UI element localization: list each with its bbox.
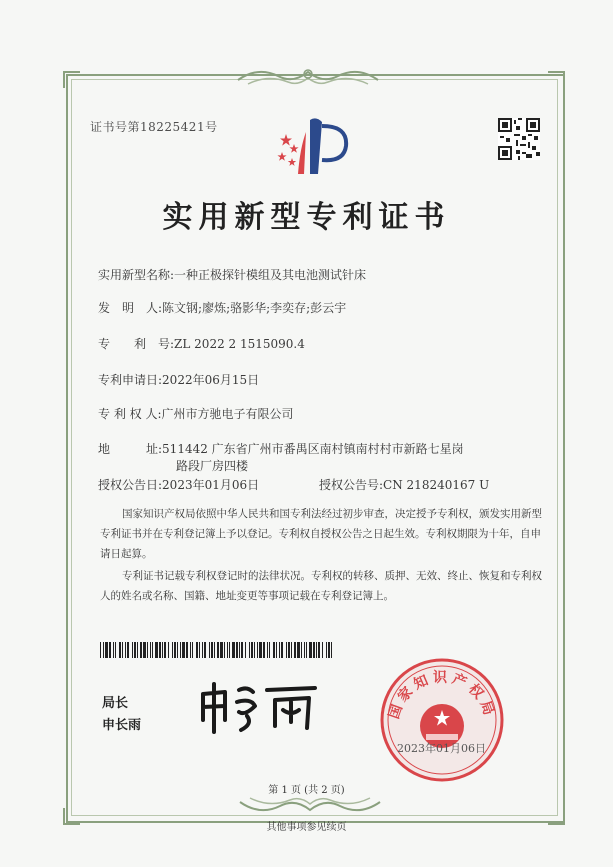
seal-date: 2023年01月06日	[397, 742, 486, 755]
barcode-bar	[186, 642, 188, 658]
field-label: 发 明 人:	[98, 301, 163, 315]
barcode-bar	[232, 642, 235, 658]
barcode-bar	[214, 642, 215, 658]
body-paragraph: 国家知识产权局依照中华人民共和国专利法经过初步审查，决定授予专利权，颁发实用新型专利证书并在专利登记簿上予以登记。专利权自授权公告之日起生效。专利权期限为十年，自申请日起算。	[100, 508, 542, 560]
field-value: 511442 广东省广州市番禺区南村镇南村村市新路七星岗	[162, 442, 464, 456]
corner-ornament	[62, 70, 82, 90]
barcode-bar	[273, 642, 275, 658]
barcode-bar	[288, 642, 290, 658]
field-utility-model-name	[98, 266, 366, 283]
barcode-bar	[309, 642, 312, 658]
barcode-bar	[199, 642, 200, 658]
barcode-bar	[241, 642, 243, 658]
field-label: 专 利 权 人:	[98, 407, 162, 421]
barcode-bar	[190, 642, 191, 658]
certificate-title: 实用新型专利证书	[162, 200, 451, 235]
top-ornament	[228, 62, 388, 90]
barcode-bar	[192, 642, 193, 658]
field-patent-number	[98, 335, 305, 352]
barcode-bar	[150, 642, 151, 658]
barcode-bar	[227, 642, 228, 658]
corner-ornament	[546, 70, 566, 90]
barcode-bar	[251, 642, 253, 658]
barcode-bar	[259, 642, 262, 658]
barcode-bar	[113, 642, 114, 658]
barcode-bar	[322, 642, 323, 658]
barcode-bar	[132, 642, 133, 658]
barcode-bar	[291, 642, 292, 658]
barcode-bar	[211, 642, 213, 658]
field-value: 一种正极探针模组及其电池测试针床	[174, 268, 367, 282]
field-value: ZL 2022 2 1515090.4	[174, 337, 305, 351]
barcode-bar	[196, 642, 198, 658]
barcode-bar	[294, 642, 296, 658]
barcode-bar	[318, 642, 320, 658]
page-number: 第 1 页 (共 2 页)	[268, 785, 345, 796]
barcode-bar	[328, 642, 330, 658]
field-label: 实用新型名称:	[98, 268, 175, 282]
footer-note: 其他事项参见续页	[266, 822, 347, 833]
barcode-bar	[279, 642, 280, 658]
seal-text: 国家知识产权局	[386, 670, 498, 722]
barcode-bar	[220, 642, 223, 658]
barcode-bar	[180, 642, 181, 658]
barcode-bar	[249, 642, 250, 658]
qr-code-icon[interactable]	[498, 118, 540, 160]
barcode-bar	[297, 642, 300, 658]
barcode-bar	[140, 642, 142, 658]
bottom-ornament	[230, 794, 390, 820]
field-grant-number	[319, 476, 489, 493]
barcode-bar	[269, 642, 270, 658]
barcode-bar	[119, 642, 121, 658]
barcode-bar	[182, 642, 185, 658]
body-paragraph: 专利证书记载专利权登记时的法律状况。专利权的转移、质押、无效、终止、恢复和专利权人的姓名或名称、国籍、地址变更等事项记载在专利登记簿上。	[100, 570, 542, 602]
barcode-bar	[137, 642, 138, 658]
barcode-bar	[236, 642, 238, 658]
field-value: 陈文钢;廖炼;骆影华;李奕存;彭云宇	[162, 301, 347, 315]
barcode-bar	[103, 642, 104, 658]
field-label: 专 利 号:	[98, 337, 175, 351]
barcode-bar	[162, 642, 163, 658]
barcode-bar	[209, 642, 210, 658]
barcode-bar	[316, 642, 317, 658]
barcode-bar	[286, 642, 287, 658]
barcode-bar	[152, 642, 153, 658]
field-grant-date	[98, 476, 259, 493]
field-inventors	[98, 299, 346, 316]
barcode-bar	[304, 642, 305, 658]
barcode-bar	[326, 642, 327, 658]
barcode-bar	[155, 642, 158, 658]
handwritten-signature	[195, 676, 325, 736]
barcode-bar	[125, 642, 126, 658]
field-label: 授权公告号:	[319, 478, 384, 492]
barcode-bar	[202, 642, 203, 658]
barcode-bar	[127, 642, 129, 658]
barcode-bar	[224, 642, 225, 658]
field-label: 授权公告日:	[98, 478, 163, 492]
barcode-bar	[174, 642, 176, 658]
director-title: 局长	[102, 696, 129, 711]
barcode-bar	[217, 642, 219, 658]
patent-office-logo-icon	[270, 112, 360, 184]
barcode-bar	[276, 642, 277, 658]
barcode-bar	[301, 642, 302, 658]
barcode-bar	[159, 642, 161, 658]
field-address	[98, 440, 464, 457]
barcode-bar	[254, 642, 255, 658]
field-application-date	[98, 371, 259, 388]
barcode-icon	[100, 642, 332, 658]
barcode-bar	[267, 642, 268, 658]
field-value: 广州市方驰电子有限公司	[161, 407, 294, 421]
barcode-bar	[143, 642, 146, 658]
field-value: 2022年06月15日	[162, 373, 260, 387]
barcode-bar	[115, 642, 116, 658]
field-label: 地 址:	[98, 442, 163, 456]
barcode-bar	[105, 642, 108, 658]
field-value: 2023年01月06日	[162, 478, 260, 492]
barcode-bar	[134, 642, 136, 658]
barcode-bar	[122, 642, 123, 658]
barcode-bar	[172, 642, 173, 658]
barcode-bar	[281, 642, 283, 658]
barcode-bar	[313, 642, 315, 658]
barcode-bar	[164, 642, 166, 658]
field-value: CN 218240167 U	[383, 478, 490, 492]
official-seal-icon	[378, 656, 506, 784]
field-patentee	[98, 405, 294, 422]
barcode-bar	[263, 642, 265, 658]
barcode-bar	[239, 642, 240, 658]
barcode-bar	[109, 642, 111, 658]
barcode-bar	[257, 642, 258, 658]
barcode-bar	[168, 642, 169, 658]
barcode-bar	[306, 642, 307, 658]
field-label: 专利申请日:	[98, 373, 163, 387]
field-address-line2: 路段厂房四楼	[176, 459, 249, 473]
barcode-bar	[177, 642, 178, 658]
certificate-number: 证书号第18225421号	[90, 120, 218, 134]
barcode-bar	[245, 642, 246, 658]
barcode-bar	[331, 642, 332, 658]
barcode-bar	[100, 642, 101, 658]
barcode-bar	[204, 642, 206, 658]
barcode-bar	[147, 642, 148, 658]
barcode-bar	[229, 642, 230, 658]
director-name: 申长雨	[102, 718, 142, 733]
